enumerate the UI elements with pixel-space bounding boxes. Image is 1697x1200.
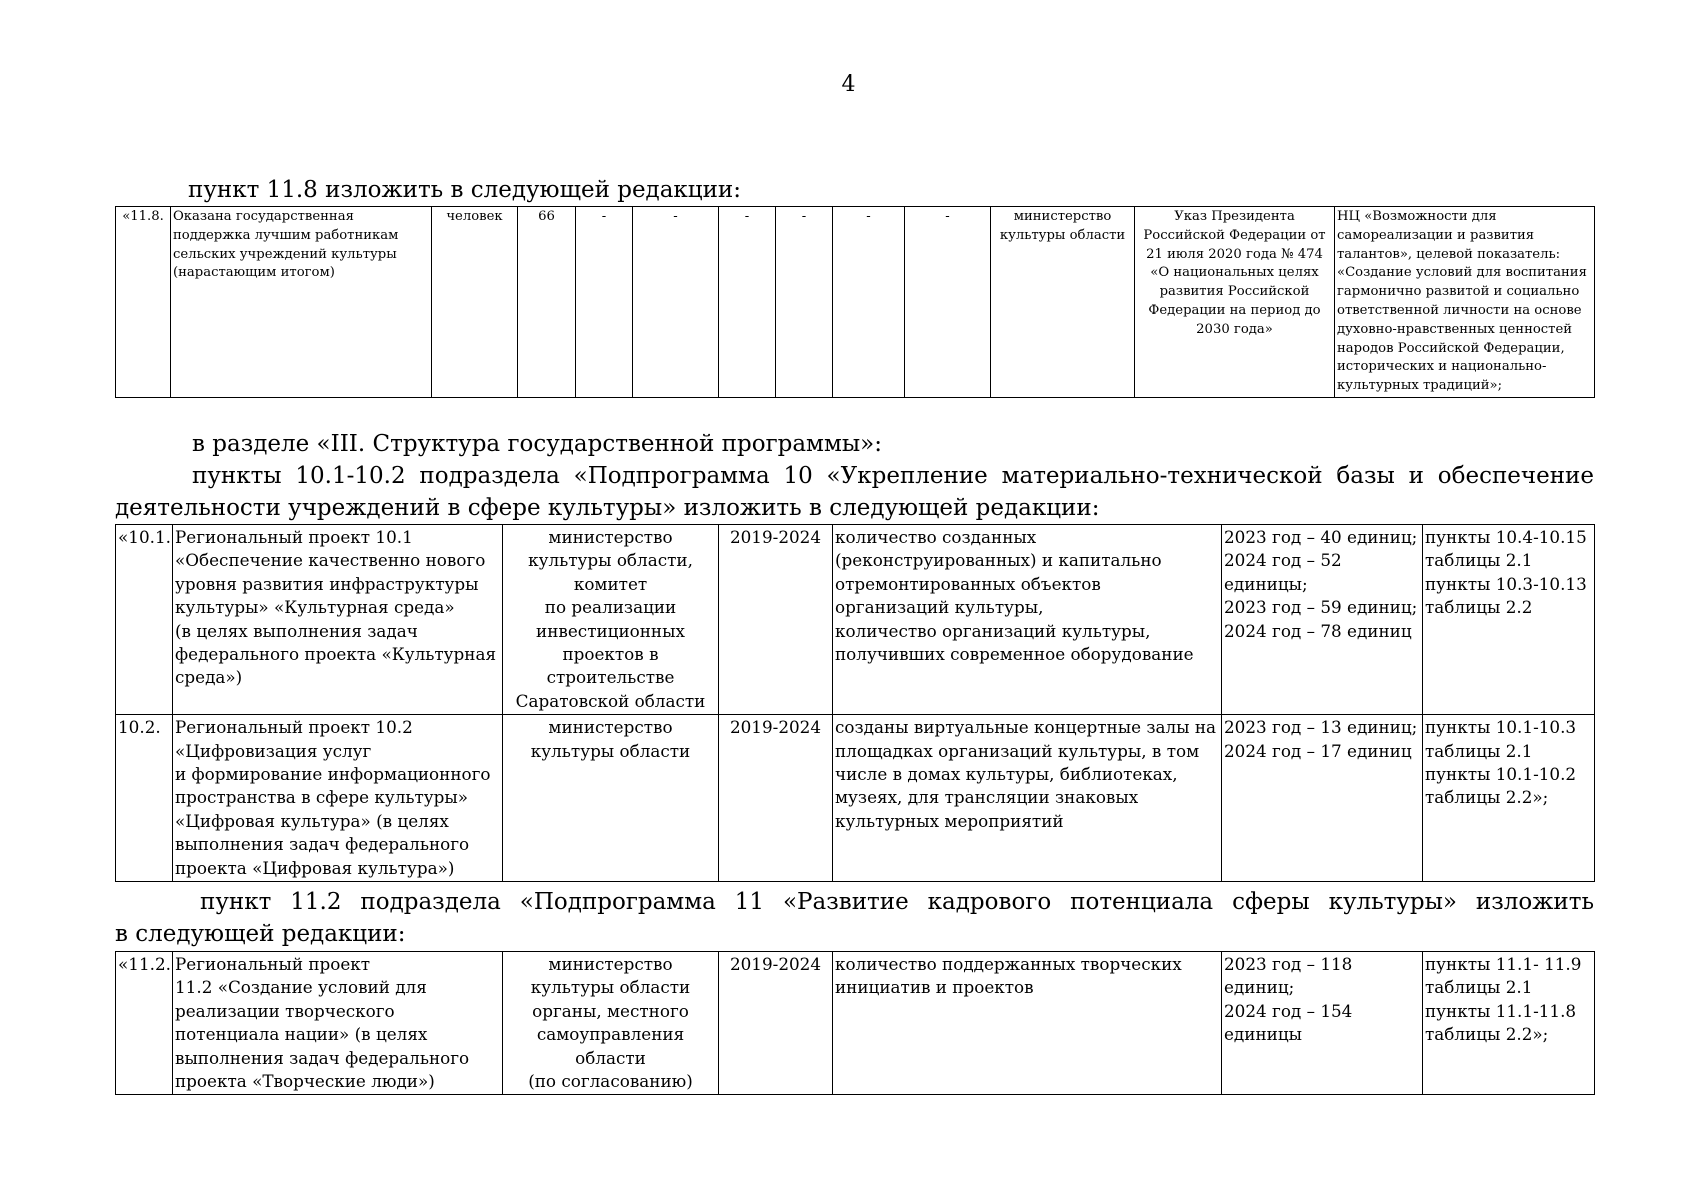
section3-intro-line: в следующей редакции: [115, 921, 406, 947]
responsible: министерство культуры области [991, 207, 1135, 398]
project-name: Региональный проект 10.1 «Обеспечение качественно нового уровня развития инфраструктуры культуры» «Культурная среда» (в целях выполнения задач федерального проекта «Культурная среда») [173, 525, 503, 715]
row-number: 10.2. [116, 715, 173, 882]
indicator-value: 66 [518, 207, 576, 398]
table-10 [115, 524, 1595, 882]
table-row [116, 525, 1595, 715]
table-links: пункты 10.1-10.3 таблицы 2.1 пункты 10.1-10.2 таблицы 2.2»; [1423, 715, 1595, 882]
responsible: министерство культуры области [503, 715, 719, 882]
table-row [116, 952, 1595, 1095]
dash-cell: - [719, 207, 776, 398]
table-11-8 [115, 206, 1595, 398]
result: созданы виртуальные концертные залы на площадках организаций культуры, в том числе в домах культуры, библиотеках, музеях, для трансляции знаковых культурных мероприятий [833, 715, 1222, 882]
project-name: Региональный проект 11.2 «Создание условий для реализации творческого потенциала нации» (в целях выполнения задач федерального проекта «Творческие люди») [173, 952, 503, 1095]
row-number: «11.2. [116, 952, 173, 1095]
period: 2019-2024 [719, 525, 833, 715]
period: 2019-2024 [719, 952, 833, 1095]
result-values: 2023 год – 13 единиц; 2024 год – 17 единиц [1222, 715, 1423, 882]
unit: человек [432, 207, 518, 398]
dash-cell: - [576, 207, 633, 398]
section3-intro-line: пункт 11.2 подраздела «Подпрограмма 11 «Развитие кадрового потенциала сферы культуры» изложить [200, 889, 1594, 915]
section1-intro: пункт 11.8 изложить в следующей редакции: [188, 177, 741, 203]
row-number: «11.8. [116, 207, 171, 398]
table-row [116, 715, 1595, 882]
responsible: министерство культуры области, комитет по реализации инвестиционных проектов в строительстве Саратовской области [503, 525, 719, 715]
section2-intro-line: пункты 10.1-10.2 подраздела «Подпрограмма 10 «Укрепление материально-технической базы и обеспечение [192, 463, 1594, 489]
result-values: 2023 год – 118 единиц; 2024 год – 154 единицы [1222, 952, 1423, 1095]
dash-cell: - [905, 207, 991, 398]
table-links: пункты 11.1- 11.9 таблицы 2.1 пункты 11.1-11.8 таблицы 2.2»; [1423, 952, 1595, 1095]
result: количество поддержанных творческих инициатив и проектов [833, 952, 1222, 1095]
goal: НЦ «Возможности для самореализации и развития талантов», целевой показатель: «Создание условий для воспитания гармонично развитой и социально ответственной личности на основе духовно-нравственных ценностей народов Российской Федерации, исторических и национально-культурных традиций»; [1335, 207, 1595, 398]
section2-intro-line: деятельности учреждений в сфере культуры» изложить в следующей редакции: [115, 495, 1100, 521]
table-links: пункты 10.4-10.15 таблицы 2.1 пункты 10.3-10.13 таблицы 2.2 [1423, 525, 1595, 715]
dash-cell: - [833, 207, 905, 398]
result-values: 2023 год – 40 единиц; 2024 год – 52 единицы; 2023 год – 59 единиц; 2024 год – 78 единиц [1222, 525, 1423, 715]
page-number: 4 [841, 72, 856, 97]
row-number: «10.1. [116, 525, 173, 715]
result: количество созданных (реконструированных) и капитально отремонтированных объектов организаций культуры, количество организаций культуры, получивших современное оборудование [833, 525, 1222, 715]
responsible: министерство культуры области органы, местного самоуправления области (по согласованию) [503, 952, 719, 1095]
basis: Указ Президента Российской Федерации от 21 июля 2020 года № 474 «О национальных целях развития Российской Федерации на период до 2030 года» [1135, 207, 1335, 398]
indicator-name: Оказана государственная поддержка лучшим работникам сельских учреждений культуры (нарастающим итогом) [171, 207, 432, 398]
table-row [116, 207, 1595, 398]
table-11-2 [115, 951, 1595, 1095]
section2-intro: в разделе «III. Структура государственной программы»: [192, 431, 882, 457]
dash-cell: - [633, 207, 719, 398]
period: 2019-2024 [719, 715, 833, 882]
dash-cell: - [776, 207, 833, 398]
project-name: Региональный проект 10.2 «Цифровизация услуг и формирование информационного пространства в сфере культуры» «Цифровая культура» (в целях выполнения задач федерального проекта «Цифровая культура») [173, 715, 503, 882]
